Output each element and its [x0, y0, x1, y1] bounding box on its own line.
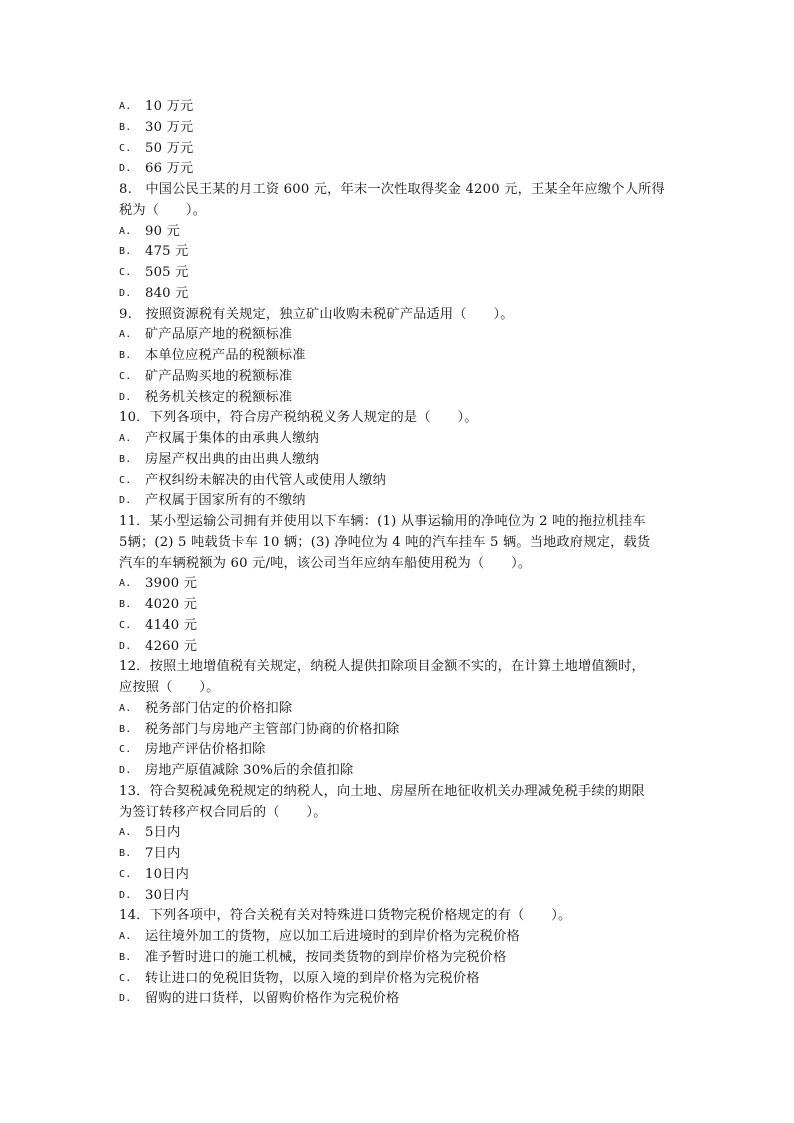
option-text: 房地产原值减除 30%后的余值扣除	[145, 763, 354, 778]
question-8-stem-cont: 税为（ ）。	[119, 202, 207, 218]
option-text: 准予暂时进口的施工机械，按同类货物的到岸价格为完税价格	[145, 949, 507, 965]
option-text: 50 万元	[145, 140, 194, 156]
option-text: 税务部门估定的价格扣除	[145, 700, 293, 716]
question-10-stem: 10．下列各项中，符合房产税纳税义务人规定的是（ ）。	[119, 410, 478, 426]
question-9-stem: 9. 按照资源税有关规定，独立矿山收购未税矿产品适用（ ）。	[119, 306, 514, 322]
option-a: A. 矿产品原产地的税额标准	[119, 325, 679, 346]
option-text: 4260 元	[145, 638, 198, 654]
option-a: A. 5日内	[119, 823, 679, 844]
question-12-stem: 12．按照土地增值税有关规定，纳税人提供扣除项目金额不实的，在计算土地增值额时，	[119, 659, 645, 675]
option-b: B. 7日内	[119, 844, 679, 865]
option-a: A. 90 元	[119, 222, 679, 243]
option-a: A. 10 万元	[119, 97, 679, 118]
question-13-stem: 13．符合契税减免税规定的纳税人，向土地、房屋所在地征收机关办理减免税手续的期限	[119, 783, 645, 799]
option-c: C. 转让进口的免税旧货物，以原入境的到岸价格为完税价格	[119, 969, 679, 990]
option-c: C. 4140 元	[119, 616, 679, 637]
option-b: B. 475 元	[119, 242, 679, 263]
option-text: 4020 元	[145, 597, 198, 612]
option-d: D. 税务机关核定的税额标准	[119, 388, 679, 409]
option-a: A. 3900 元	[119, 574, 679, 595]
option-c: C. 50 万元	[119, 139, 679, 160]
question-13-stem-cont: 为签订转移产权合同后的（ ）。	[119, 804, 327, 820]
option-text: 10 万元	[145, 99, 194, 114]
option-d: D. 房地产原值减除 30%后的余值扣除	[119, 761, 679, 782]
option-text: 产权属于国家所有的不缴纳	[145, 493, 306, 509]
option-text: 产权纠纷未解决的由代管人或使用人缴纳	[145, 472, 386, 488]
option-b: B. 税务部门与房地产主管部门协商的价格扣除	[119, 720, 679, 741]
question-14-stem: 14．下列各项中，符合关税有关对特殊进口货物完税价格规定的有（ ）。	[119, 908, 572, 924]
option-text: 税务机关核定的税额标准	[145, 389, 293, 405]
option-text: 840 元	[145, 285, 189, 301]
option-text: 30日内	[145, 887, 189, 903]
option-text: 5日内	[145, 825, 181, 841]
option-text: 矿产品原产地的税额标准	[145, 327, 293, 343]
option-text: 运往境外加工的货物，应以加工后进境时的到岸价格为完税价格	[145, 929, 520, 944]
option-c: C. 矿产品购买地的税额标准	[119, 367, 679, 388]
option-text: 3900 元	[145, 576, 198, 592]
option-text: 7日内	[145, 846, 181, 861]
option-text: 10日内	[145, 866, 189, 882]
option-a: A. 运往境外加工的货物，应以加工后进境时的到岸价格为完税价格	[119, 927, 679, 948]
question-12-stem-cont: 应按照（ ）。	[119, 680, 220, 695]
option-text: 30 万元	[145, 119, 194, 135]
option-b: B. 30 万元	[119, 118, 679, 139]
option-text: 转让进口的免税旧货物，以原入境的到岸价格为完税价格	[145, 970, 480, 986]
option-text: 本单位应税产品的税额标准	[145, 348, 306, 363]
option-c: C. 10日内	[119, 865, 679, 886]
option-text: 产权属于集体的由承典人缴纳	[145, 431, 320, 446]
option-text: 税务部门与房地产主管部门协商的价格扣除	[145, 721, 400, 737]
option-text: 90 元	[145, 223, 180, 239]
question-11-stem-cont: 5辆；(2) 5 吨载货卡车 10 辆；(3) 净吨位为 4 吨的汽车挂车 5 辆。当地政府规定，载货	[119, 534, 651, 550]
question-list	[119, 97, 679, 1010]
question-8-stem: 8. 中国公民王某的月工资 600 元，年末一次性取得奖金 4200 元，王某全年应缴个人所得	[119, 182, 665, 197]
option-d: D. 30日内	[119, 886, 679, 907]
option-text: 留购的进口货样，以留购价格作为完税价格	[145, 991, 400, 1007]
option-text: 505 元	[145, 265, 189, 280]
option-d: D. 66 万元	[119, 159, 679, 180]
option-text: 475 元	[145, 244, 189, 260]
option-c: C. 房地产评估价格扣除	[119, 740, 679, 761]
option-text: 4140 元	[145, 617, 198, 633]
question-11-stem: 11．某小型运输公司拥有并使用以下车辆：(1) 从事运输用的净吨位为 2 吨的拖拉机挂车	[119, 514, 646, 529]
option-c: C. 产权纠纷未解决的由代管人或使用人缴纳	[119, 471, 679, 492]
option-a: A. 税务部门估定的价格扣除	[119, 699, 679, 720]
option-b: B. 房屋产权出典的由出典人缴纳	[119, 450, 679, 471]
option-text: 66 万元	[145, 161, 194, 177]
option-d: D. 840 元	[119, 284, 679, 305]
option-d: D. 4260 元	[119, 637, 679, 658]
option-text: 房屋产权出典的由出典人缴纳	[145, 451, 320, 467]
option-b: B. 本单位应税产品的税额标准	[119, 346, 679, 367]
option-c: C. 505 元	[119, 263, 679, 284]
option-a: A. 产权属于集体的由承典人缴纳	[119, 429, 679, 450]
option-d: D. 产权属于国家所有的不缴纳	[119, 491, 679, 512]
option-text: 房地产评估价格扣除	[145, 742, 266, 758]
option-b: B. 准予暂时进口的施工机械，按同类货物的到岸价格为完税价格	[119, 948, 679, 969]
option-d: D. 留购的进口货样，以留购价格作为完税价格	[119, 989, 679, 1010]
option-text: 矿产品购买地的税额标准	[145, 368, 293, 384]
question-11-stem-cont: 汽车的车辆税额为 60 元/吨，该公司当年应纳车船使用税为（ ）。	[119, 555, 532, 571]
option-b: B. 4020 元	[119, 595, 679, 616]
